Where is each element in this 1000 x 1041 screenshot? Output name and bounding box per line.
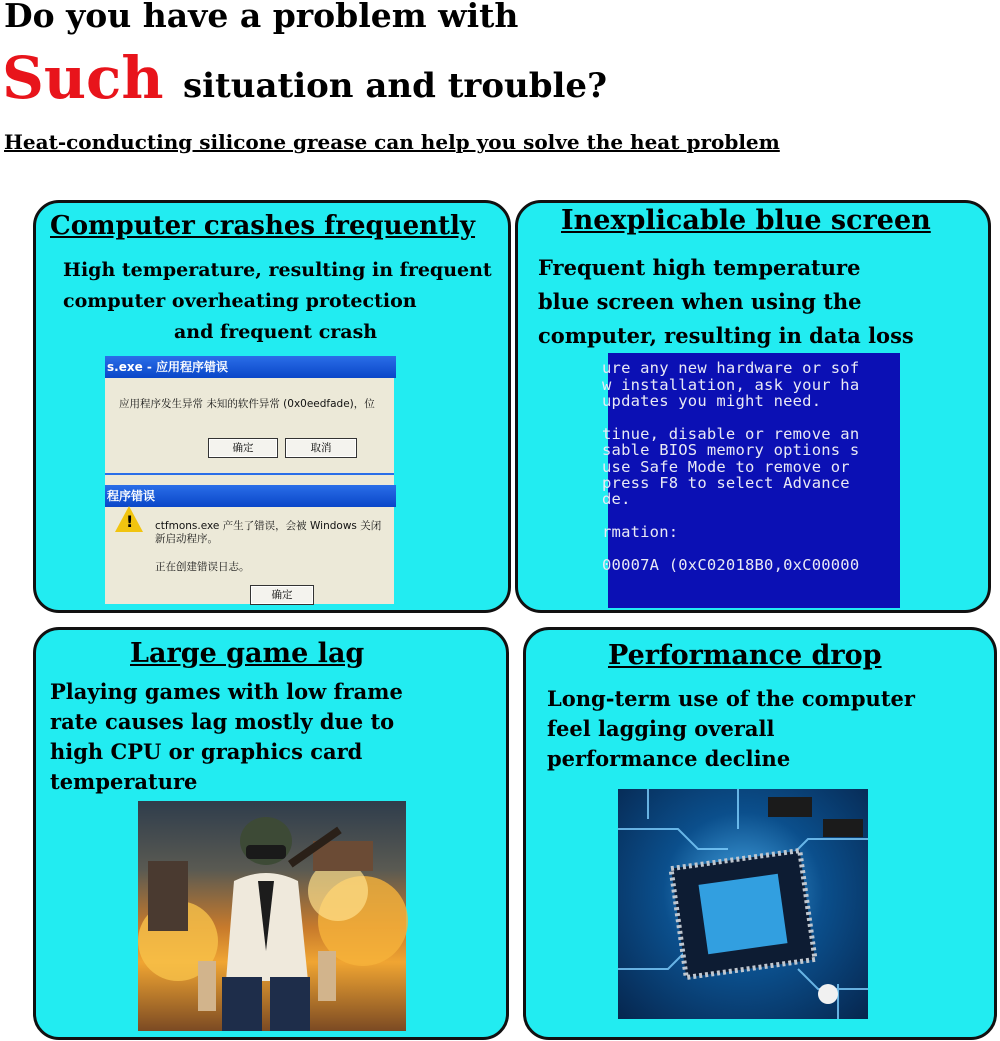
headline-line-2: situation and trouble? bbox=[183, 66, 607, 106]
bsod-line: sable BIOS memory options s bbox=[602, 441, 860, 459]
panel-text-line: blue screen when using the bbox=[538, 289, 862, 314]
panel-blue-screen bbox=[515, 200, 991, 613]
error-dialog-screenshot bbox=[105, 356, 394, 604]
panel-text-line: High temperature, resulting in frequent bbox=[63, 259, 492, 281]
dialog-divider bbox=[105, 473, 394, 475]
panel-text-line: and frequent crash bbox=[174, 321, 378, 343]
dialog-ok-button[interactable]: 确定 bbox=[208, 438, 278, 458]
dialog-ok-button-2[interactable]: 确定 bbox=[250, 585, 314, 605]
panel-text-line: computer overheating protection bbox=[63, 290, 417, 312]
bsod-line: 00007A (0xC02018B0,0xC00000 bbox=[602, 556, 860, 574]
blue-screen-screenshot bbox=[602, 353, 900, 608]
panel-title: Inexplicable blue screen bbox=[561, 205, 931, 236]
dialog-message-2a: ctfmons.exe 产生了错误，会被 Windows 关闭 bbox=[155, 520, 382, 532]
subtitle: Heat-conducting silicone grease can help you solve the heat problem bbox=[4, 130, 780, 154]
bsod-line: de. bbox=[602, 490, 631, 508]
warning-mark: ! bbox=[126, 512, 134, 531]
bsod-line: updates you might need. bbox=[602, 392, 822, 410]
panel-title: Computer crashes frequently bbox=[50, 211, 476, 241]
dialog-titlebar: s.exe - 应用程序错误 bbox=[105, 356, 396, 378]
panel-title: Performance drop bbox=[608, 640, 882, 671]
dialog-message-2c: 正在创建错误日志。 bbox=[155, 561, 250, 573]
panel-text-line: Long-term use of the computer bbox=[547, 686, 915, 711]
panel-computer-crashes bbox=[33, 200, 511, 613]
bsod-line: tinue, disable or remove an bbox=[602, 425, 860, 443]
dialog-message-2b: 新启动程序。 bbox=[155, 533, 218, 545]
dialog-cancel-button[interactable]: 取消 bbox=[285, 438, 357, 458]
bsod-line: ure any new hardware or sof bbox=[602, 359, 860, 377]
bsod-line: w installation, ask your ha bbox=[602, 376, 860, 394]
panel-title: Large game lag bbox=[130, 638, 365, 669]
panel-text-line: feel lagging overall bbox=[547, 716, 775, 741]
headline-line-1: Do you have a problem with bbox=[4, 0, 519, 35]
dialog-message: 应用程序发生异常 未知的软件异常 (0x0eedfade)，位 bbox=[119, 398, 375, 410]
cpu-chip-image bbox=[618, 789, 868, 1019]
dialog-titlebar-2: 程序错误 bbox=[105, 485, 396, 507]
panel-game-lag bbox=[33, 627, 509, 1040]
bsod-line: use Safe Mode to remove or bbox=[602, 458, 850, 476]
panel-text-line: Playing games with low frame bbox=[50, 679, 403, 704]
panel-text-line: high CPU or graphics card bbox=[50, 739, 363, 764]
bsod-line: press F8 to select Advance bbox=[602, 474, 850, 492]
panel-text-line: rate causes lag mostly due to bbox=[50, 709, 395, 734]
panel-text-line: performance decline bbox=[547, 746, 791, 771]
headline-such: Such bbox=[2, 44, 164, 112]
panel-text-line: Frequent high temperature bbox=[538, 255, 861, 280]
game-character-image bbox=[138, 801, 406, 1031]
panel-performance-drop bbox=[523, 627, 997, 1040]
panel-text-line: temperature bbox=[50, 769, 198, 794]
bsod-line: rmation: bbox=[602, 523, 679, 541]
panel-text-line: computer, resulting in data loss bbox=[538, 323, 914, 348]
